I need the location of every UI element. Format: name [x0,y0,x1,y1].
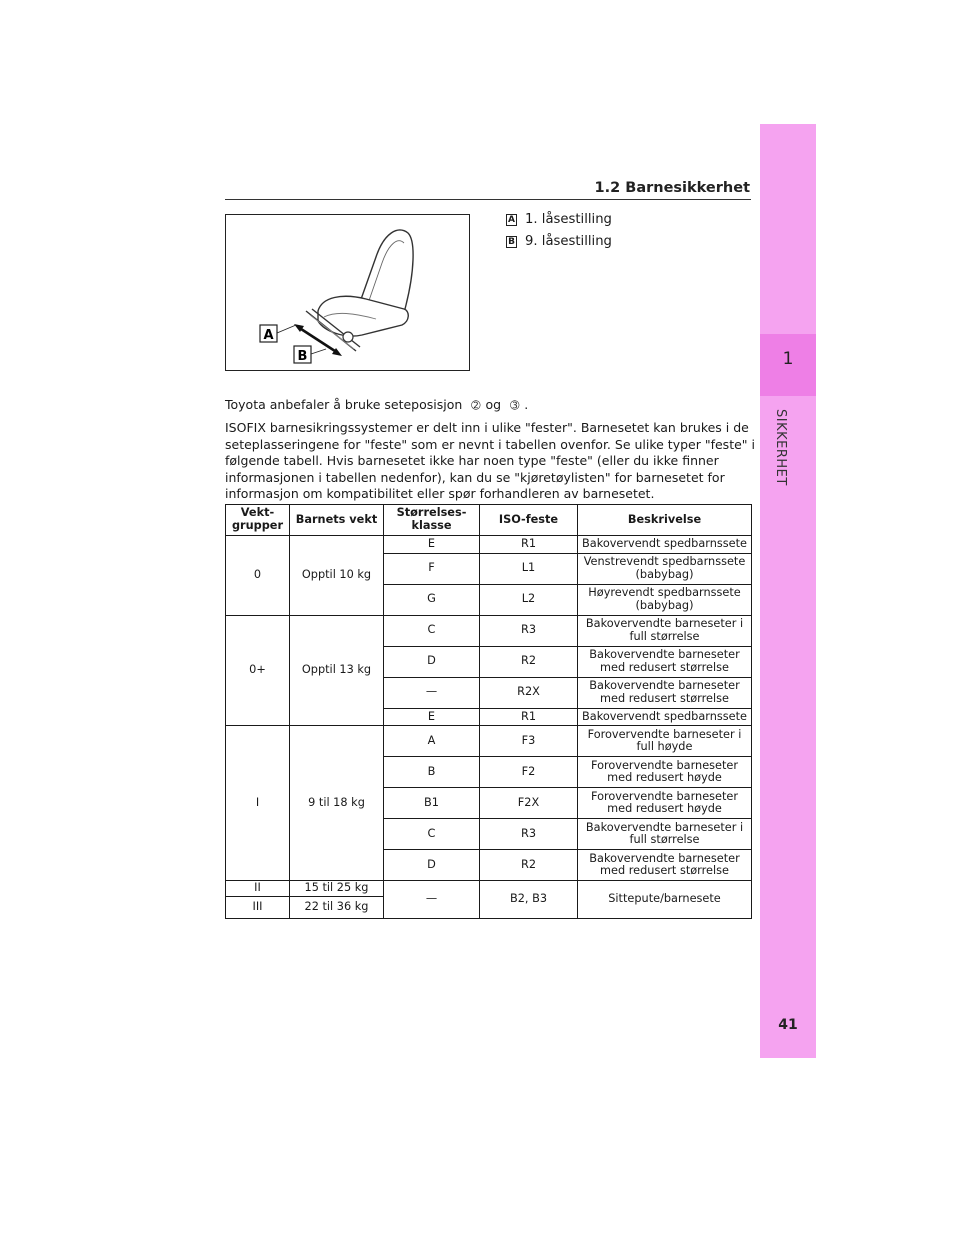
child-weight-cell: 15 til 25 kg [290,881,384,897]
seat-position-2: ➁ [471,399,481,412]
seat-illustration [225,214,470,371]
header-description: Beskrivelse [578,505,752,536]
isofix-table [225,504,752,919]
header-iso-fixture: ISO-feste [480,505,578,536]
iso-fixture-cell: R3 [480,615,578,646]
size-class-cell: C [384,615,480,646]
weight-group-cell: III [226,897,290,919]
child-weight-cell: Opptil 13 kg [290,615,384,726]
seat-drawing [226,215,471,372]
paragraph-line: informasjon om kompatibilitet eller spør forhandleren av barnesetet. [225,486,655,502]
paragraph-line: følgende tabell. Hvis barnesetet ikke har noen type "feste" (eller du ikke finner [225,453,719,469]
section-header: 1.2 Barnesikkerhet [594,180,750,196]
seat-recommendation [225,397,528,415]
iso-fixture-cell: R1 [480,536,578,554]
iso-fixture-cell: R2 [480,850,578,881]
table-row [226,536,752,554]
description-cell: Bakovervendt spedbarnssete [578,536,752,554]
weight-group-cell: II [226,881,290,897]
recommend-conj: og [485,397,502,412]
iso-fixture-cell: R2X [480,677,578,708]
description-cell: Bakovervendte barneseter med redusert størrelse [578,850,752,881]
child-weight-cell: Opptil 10 kg [290,536,384,616]
table-row [226,615,752,646]
legend-text-a: 1. låsestilling [525,212,612,227]
size-class-cell: C [384,819,480,850]
weight-group-cell: 0 [226,536,290,616]
iso-fixture-cell: L2 [480,584,578,615]
isofix-paragraph [225,420,755,503]
recommend-text: Toyota anbefaler å bruke seteposisjon [225,397,463,412]
description-cell: Bakovervendte barneseter med redusert størrelse [578,646,752,677]
weight-group-cell: I [226,726,290,881]
recommend-suffix: . [524,397,529,412]
header-divider [225,199,751,200]
legend-badge-b: B [506,236,517,248]
legend-badge-a: A [506,214,517,226]
chapter-sidebar [760,124,816,1058]
weight-group-cell: 0+ [226,615,290,726]
size-class-cell: A [384,726,480,757]
header-weight-group: Vekt- grupper [226,505,290,536]
size-class-cell: — [384,881,480,919]
description-cell: Bakovervendte barneseter i full størrelse [578,615,752,646]
description-cell: Bakovervendte barneseter med redusert størrelse [578,677,752,708]
description-cell: Sittepute/barnesete [578,881,752,919]
legend-item-b [506,231,612,252]
iso-fixture-cell: R2 [480,646,578,677]
table-row [226,726,752,757]
description-cell: Forovervendte barneseter i full høyde [578,726,752,757]
description-cell: Venstrevendt spedbarnssete (babybag) [578,553,752,584]
table-body [226,536,752,919]
callout-b-label: B [297,349,308,364]
header-size-class: Størrelses- klasse [384,505,480,536]
size-class-cell: F [384,553,480,584]
size-class-cell: G [384,584,480,615]
size-class-cell: E [384,708,480,726]
seat-position-3: ➂ [510,399,520,412]
iso-fixture-cell: L1 [480,553,578,584]
size-class-cell: D [384,850,480,881]
iso-fixture-cell: F2 [480,757,578,788]
chapter-title: SIKKERHET [773,409,788,486]
table-row [226,881,752,897]
iso-fixture-cell: R3 [480,819,578,850]
description-cell: Bakovervendt spedbarnssete [578,708,752,726]
description-cell: Bakovervendte barneseter i full størrelse [578,819,752,850]
description-cell: Høyrevendt spedbarnssete (babybag) [578,584,752,615]
table-header-row [226,505,752,536]
size-class-cell: E [384,536,480,554]
iso-fixture-cell: R1 [480,708,578,726]
callout-a-label: A [263,328,274,343]
description-cell: Forovervendte barneseter med redusert høyde [578,788,752,819]
iso-fixture-cell: F2X [480,788,578,819]
size-class-cell: B1 [384,788,480,819]
legend-text-b: 9. låsestilling [525,234,612,249]
size-class-cell: B [384,757,480,788]
size-class-cell: — [384,677,480,708]
child-weight-cell: 9 til 18 kg [290,726,384,881]
paragraph-line: informasjonen i tabellen nedenfor), kan du se "kjøretøylisten" for barnesetet for [225,469,725,485]
iso-fixture-cell: F3 [480,726,578,757]
paragraph-line: seteplasseringene for "feste" som er nevnt i tabellen ovenfor. Se ulike typer "feste" i [225,436,755,452]
child-weight-cell: 22 til 36 kg [290,897,384,919]
page-number: 41 [778,1017,798,1033]
header-child-weight: Barnets vekt [290,505,384,536]
figure-legend [506,209,612,253]
legend-item-a [506,209,612,230]
size-class-cell: D [384,646,480,677]
description-cell: Forovervendte barneseter med redusert høyde [578,757,752,788]
chapter-number: 1 [782,349,794,369]
iso-fixture-cell: B2, B3 [480,881,578,919]
paragraph-line: ISOFIX barnesikringssystemer er delt inn i ulike "fester". Barnesetet kan brukes i de [225,420,749,435]
